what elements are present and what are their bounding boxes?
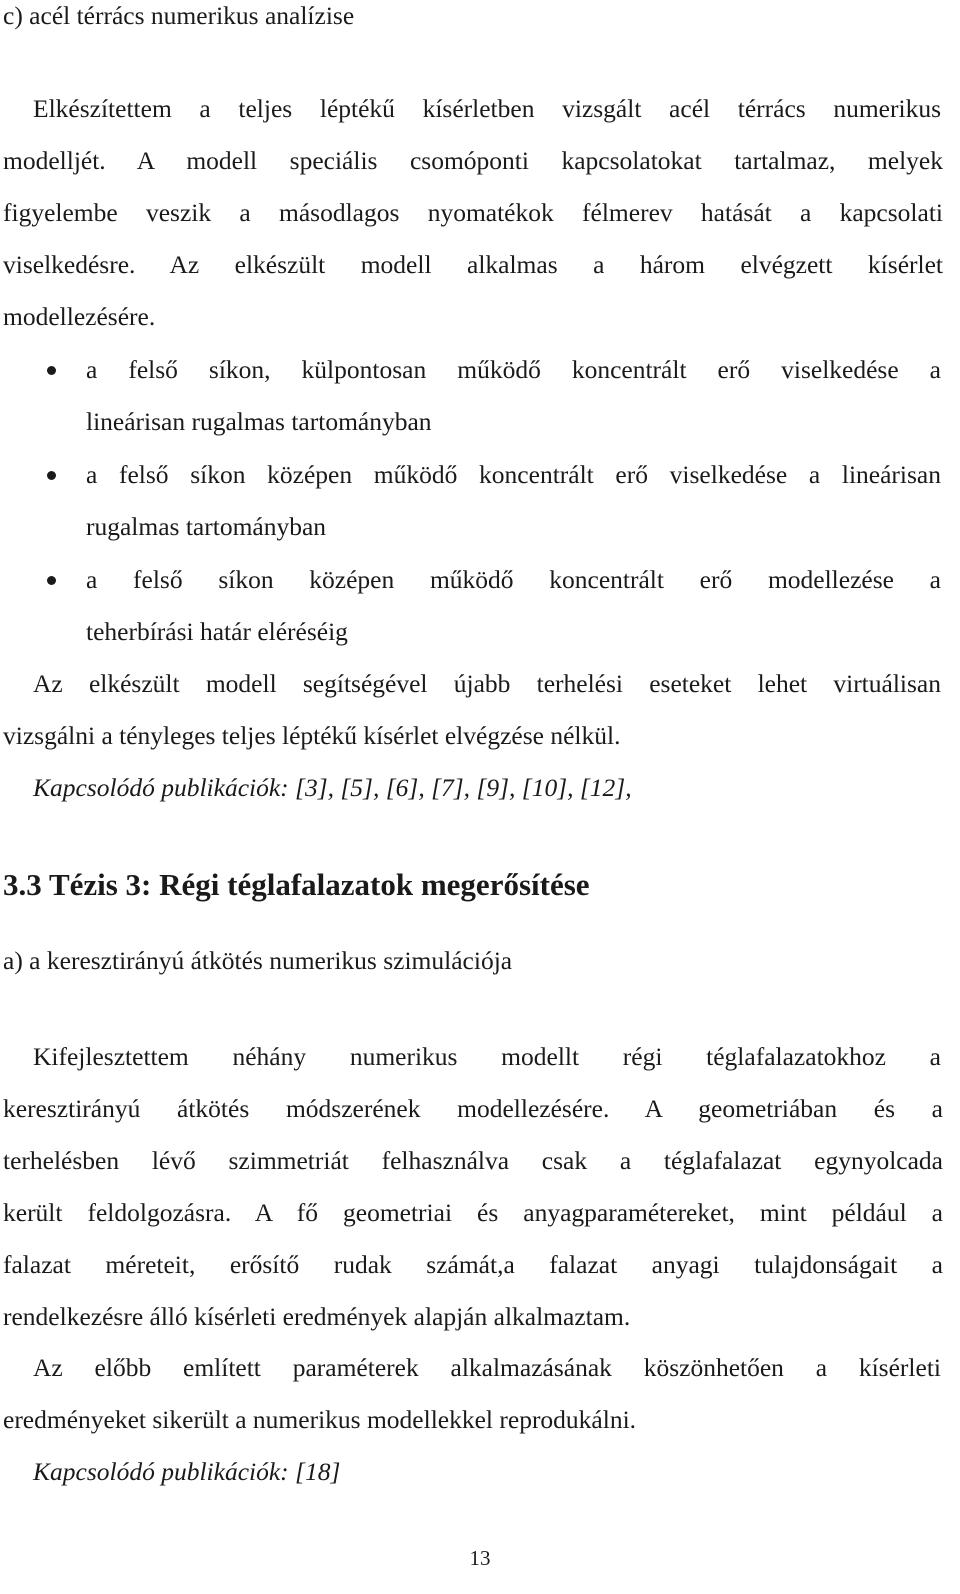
- thesis-3-publications: Kapcsolódó publikációk: [18]: [33, 1457, 341, 1486]
- bullet-1-line-1: a felső síkon, külpontosan működő koncentrált erő viselkedése a: [86, 355, 941, 384]
- bullet-dot-icon: [47, 366, 56, 375]
- page-number: 13: [469, 1546, 491, 1570]
- section-c-title: c) acél térrács numerikus analízise: [3, 1, 355, 30]
- thesis-3-paragraph-1-line-6: rendelkezésre álló kísérleti eredmények alapján alkalmaztam.: [3, 1302, 631, 1331]
- section-c-paragraph-line-3: figyelembe veszik a másodlagos nyomatékok félmerev hatását a kapcsolati: [3, 198, 943, 227]
- thesis-3-paragraph-1-line-2: keresztirányú átkötés módszerének modellezésére. A geometriában és a: [3, 1094, 943, 1123]
- thesis-3-heading: 3.3 Tézis 3: Régi téglafalazatok megerősítése: [3, 867, 590, 902]
- section-c-paragraph-line-1: Elkészítettem a teljes léptékű kísérletben vizsgált acél térrács numerikus: [33, 94, 941, 123]
- bullet-1-line-2: lineárisan rugalmas tartományban: [86, 407, 432, 436]
- bullet-3-line-2: teherbírási határ eléréséig: [86, 617, 348, 646]
- thesis-3-subsection-title: a) a keresztirányú átkötés numerikus szimulációja: [3, 946, 513, 975]
- section-c-paragraph-line-4: viselkedésre. Az elkészült modell alkalmas a három elvégzett kísérlet: [3, 250, 943, 279]
- bullet-2-line-1: a felső síkon középen működő koncentrált erő viselkedése a lineárisan: [86, 460, 941, 489]
- bullet-dot-icon: [47, 576, 56, 585]
- closing-paragraph-line-1: Az elkészült modell segítségével újabb terhelési eseteket lehet virtuálisan: [33, 669, 941, 698]
- bullet-2-line-2: rugalmas tartományban: [86, 512, 327, 541]
- thesis-3-paragraph-1-line-3: terhelésben lévő szimmetriát felhasználva csak a téglafalazat egynyolcada: [3, 1146, 943, 1175]
- bullet-dot-icon: [47, 471, 56, 480]
- thesis-3-paragraph-1-line-5: falazat méreteit, erősítő rudak számát,a falazat anyagi tulajdonságait a: [3, 1250, 943, 1279]
- thesis-3-paragraph-2-line-2: eredményeket sikerült a numerikus modellekkel reprodukálni.: [3, 1405, 637, 1434]
- section-c-paragraph-line-2: modelljét. A modell speciális csomóponti kapcsolatokat tartalmaz, melyek: [3, 146, 943, 175]
- closing-paragraph-line-2: vizsgálni a tényleges teljes léptékű kísérlet elvégzése nélkül.: [3, 721, 621, 750]
- section-c-paragraph-line-5: modellezésére.: [3, 302, 156, 331]
- thesis-3-paragraph-1-line-4: került feldolgozásra. A fő geometriai és anyagparamétereket, mint például a: [3, 1198, 943, 1227]
- section-c-publications: Kapcsolódó publikációk: [3], [5], [6], [7], [9], [10], [12],: [33, 773, 632, 802]
- bullet-3-line-1: a felső síkon középen működő koncentrált erő modellezése a: [86, 565, 941, 594]
- thesis-3-paragraph-2-line-1: Az előbb említett paraméterek alkalmazásának köszönhetően a kísérleti: [33, 1353, 941, 1382]
- thesis-3-paragraph-1-line-1: Kifejlesztettem néhány numerikus modellt régi téglafalazatokhoz a: [33, 1042, 941, 1071]
